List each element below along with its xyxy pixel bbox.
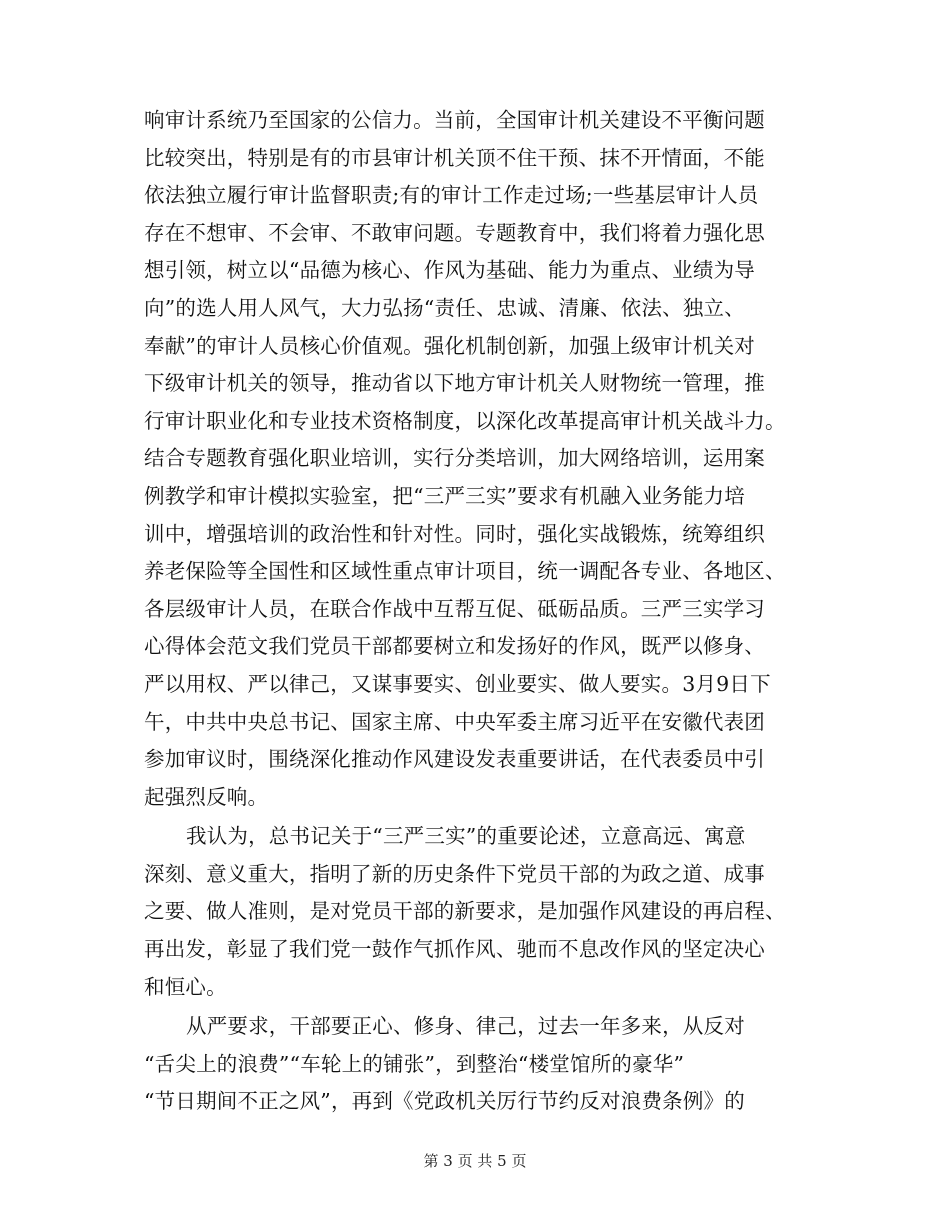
text-line: 训中，增强培训的政治性和针对性。同时，强化实战锻炼，统筹组织	[144, 521, 765, 546]
text-line: 结合专题教育强化职业培训，实行分类培训，加大网络培训，运用案	[144, 446, 765, 471]
text-line: 响审计系统乃至国家的公信力。当前，全国审计机关建设不平衡问题	[144, 108, 765, 132]
text-line: 深刻、意义重大，指明了新的历史条件下党员干部的为政之道、成事	[144, 861, 765, 886]
body-text	[144, 102, 814, 1121]
text-line: “节日期间不正之风”，再到《党政机关厉行节约反对浪费条例》的	[144, 1089, 745, 1114]
text-line: 起强烈反响。	[144, 784, 269, 809]
text-line: 想引领，树立以“品德为核心、作风为基础、能力为重点、业绩为导	[144, 258, 755, 283]
text-line: 再出发，彰显了我们党一鼓作气抓作风、驰而不息改作风的坚定决心	[144, 937, 765, 962]
text-line: 依法独立履行审计监督职责;有的审计工作走过场;一些基层审计人员	[144, 183, 759, 208]
text-line: 养老保险等全国性和区域性重点审计项目，统一调配各专业、各地区、	[144, 559, 786, 584]
text-line: 行审计职业化和专业技术资格制度，以深化改革提高审计机关战斗力。	[144, 408, 786, 433]
text-line: 比较突出，特别是有的市县审计机关顶不住干预、抹不开情面，不能	[144, 145, 765, 170]
text-line: 和恒心。	[144, 974, 227, 999]
text-line: 心得体会范文我们党员干部都要树立和发扬好的作风，既严以修身、	[144, 634, 765, 659]
text-line: 向”的选人用人风气，大力弘扬“责任、忠诚、清廉、依法、独立、	[144, 295, 745, 320]
text-line: 之要、做人准则，是对党员干部的新要求，是加强作风建设的再启程、	[144, 899, 786, 924]
text-line: 午，中共中央总书记、国家主席、中央军委主席习近平在安徽代表团	[144, 709, 765, 734]
page-number: 第 3 页 共 5 页	[423, 1152, 527, 1170]
text-line: 奉献”的审计人员核心价值观。强化机制创新，加强上级审计机关对	[144, 333, 755, 358]
text-line: 严以用权、严以律己，又谋事要实、创业要实、做人要实。3月9日下	[144, 671, 771, 696]
text-line: 参加审议时，围绕深化推动作风建设发表重要讲话，在代表委员中引	[144, 747, 765, 772]
text-line: 各层级审计人员，在联合作战中互帮互促、砥砺品质。三严三实学习	[144, 596, 765, 621]
text-line: 我认为，总书记关于“三严三实”的重要论述，立意高远、寓意	[186, 824, 746, 849]
text-line: 下级审计机关的领导，推动省以下地方审计机关人财物统一管理，推	[144, 371, 765, 396]
text-line: 例教学和审计模拟实验室，把“三严三实”要求有机融入业务能力培	[144, 483, 745, 508]
text-line: “舌尖上的浪费”“车轮上的铺张”，到整治“楼堂馆所的豪华”	[144, 1051, 685, 1076]
text-line: 从严要求，干部要正心、修身、律己，过去一年多来，从反对	[186, 1014, 745, 1039]
text-line: 存在不想审、不会审、不敢审问题。专题教育中，我们将着力强化思	[144, 220, 765, 245]
